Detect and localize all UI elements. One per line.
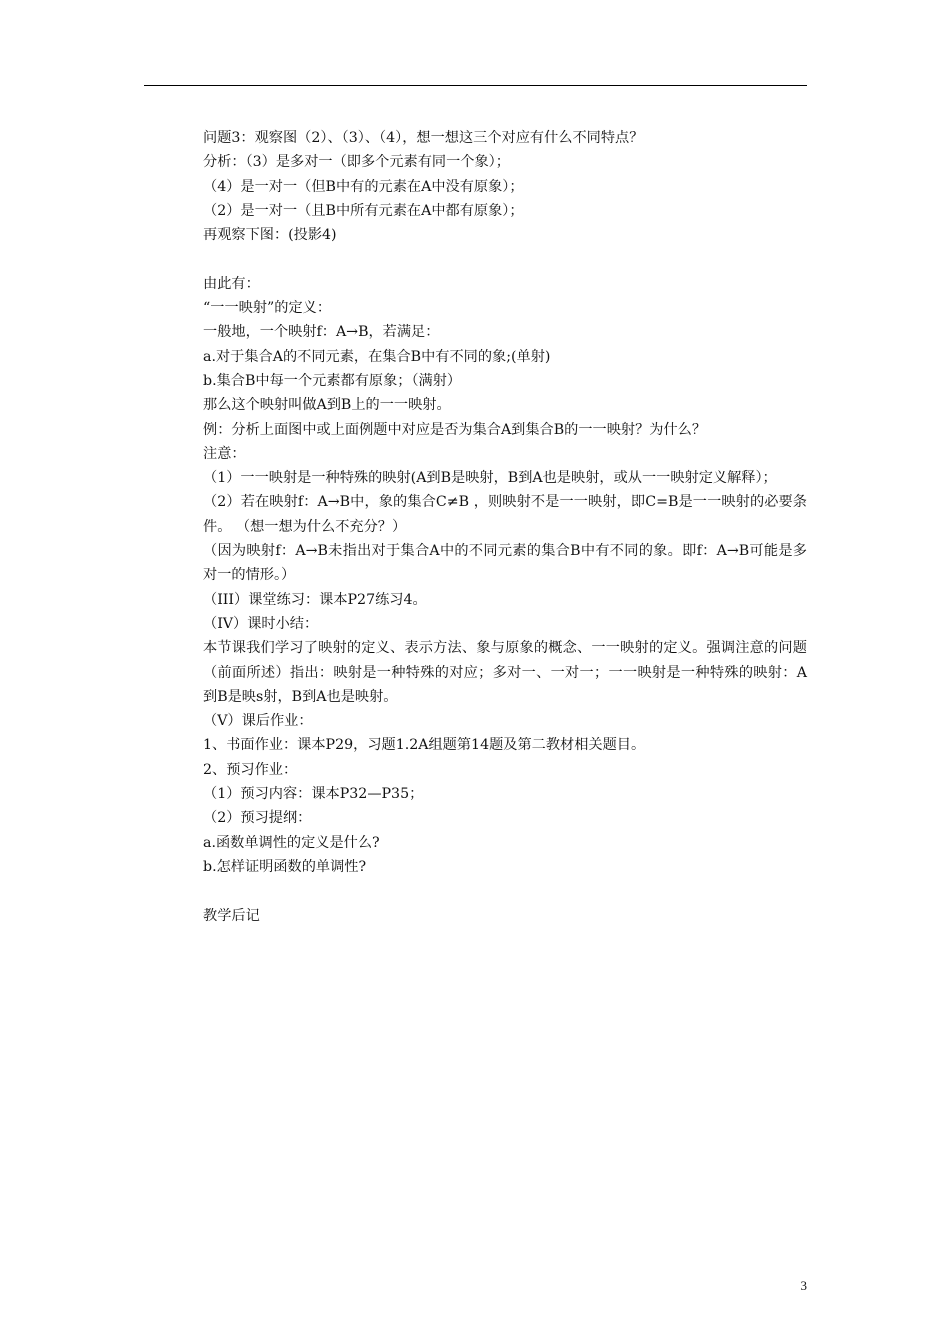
summary-paragraph: 本节课我们学习了映射的定义、表示方法、象与原象的概念、一一映射的定义。强调注意的问题（前面所述）指出：映射是一种特殊的对应；多对一、一对一；一一映射是一种特殊的映射：A到B是映s射，B到A也是映射。 [203,640,807,705]
question-3: 问题3：观察图（2）、（3）、（4），想一想这三个对应有什么不同特点？ [203,130,644,146]
conclusion-intro: 由此有： [203,275,260,292]
teaching-notes-heading: 教学后记 [203,907,260,924]
homework-written: 1、书面作业：课本P29，习题1.2A组题第14题及第二教材相关题目。 [203,737,646,754]
outline-item-b: b.怎样证明函数的单调性? [203,858,367,875]
definition-item-a: a.对于集合A的不同元素，在集合B中有不同的象;(单射) [203,348,551,365]
summary-heading: （IV）课时小结： [203,615,319,632]
lesson-text [203,126,807,928]
page-number: 3 [800,1278,807,1293]
class-exercise: （III）课堂练习：课本P27练习4。 [203,591,427,608]
analysis-line: 分析：（3）是多对一（即多个元素有同一个象）； [203,154,510,171]
blank-space [203,879,807,903]
analysis-item-2: （2）是一对一（且B中所有元素在A中都有原象）； [203,202,524,219]
preview-outline: （2）预习提纲： [203,810,312,827]
definition-conclusion: 那么这个映射叫做A到B上的一一映射。 [203,397,451,414]
note-heading: 注意： [203,445,246,462]
header-rule [144,85,807,86]
outline-item-a: a.函数单调性的定义是什么? [203,834,380,851]
example-question: 例：分析上面图中或上面例题中对应是否为集合A到集合B的一一映射？为什么？ [203,421,707,438]
definition-heading: “一一映射”的定义： [203,300,332,317]
definition-condition: 一般地，一个映射f：A→B，若满足： [203,324,440,341]
note-item-2: （2）若在映射f：A→B中，象的集合C≠B ，则映射不是一一映射，即C=B是一一映射的必要条件。 （想一想为什么不充分？） [203,494,807,535]
observe-projection: 再观察下图：(投影4) [203,227,337,244]
note-item-1: （1）一一映射是一种特殊的映射(A到B是映射，B到A也是映射，或从一一映射定义解释）； [203,470,777,487]
note-explanation: （因为映射f：A→B未指出对于集合A中的不同元素的集合B中有不同的象。即f：A→B可能是多对一的情形。） [203,543,807,584]
homework-heading: （V）课后作业： [203,713,313,730]
homework-preview: 2、预习作业： [203,761,298,778]
preview-content: （1）预习内容：课本P32—P35； [203,786,424,803]
definition-item-b: b.集合B中每一个元素都有原象；（满射） [203,372,462,389]
blank-space [203,247,807,271]
analysis-item-4: （4）是一对一（但B中有的元素在A中没有原象）； [203,178,524,195]
